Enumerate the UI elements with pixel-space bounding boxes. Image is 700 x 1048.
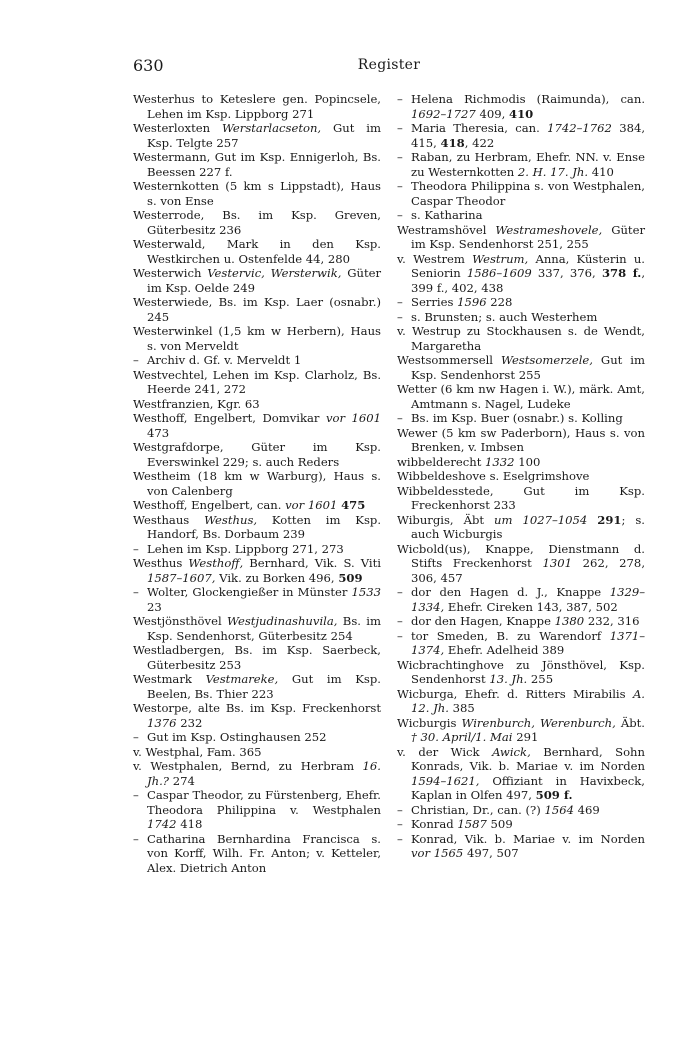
continuation-dash: –	[133, 585, 139, 599]
index-entry: Westerwiede, Bs. im Ksp. Laer (osnabr.) 245	[133, 295, 381, 324]
index-entry: Westjönsthövel Westjudinashuvila, Bs. im Ksp. Sendenhorst, Güterbesitz 254	[133, 614, 381, 643]
left-column	[133, 92, 381, 875]
index-entry: Wibbeldesstede, Gut im Ksp. Freckenhorst 233	[397, 483, 645, 512]
index-entry: – tor Smeden, B. zu Warendorf 1371–1374, Ehefr. Adelheid 389	[397, 628, 645, 657]
index-entry: Wicbold(us), Knappe, Dienstmann d. Stifts Freckenhorst 1301 262, 278, 306, 457	[397, 541, 645, 585]
index-entry: Westerwich Vestervic, Wersterwik, Güter im Ksp. Oelde 249	[133, 266, 382, 295]
index-entry: v. Westphal, Fam. 365	[133, 744, 262, 759]
running-head: Register	[357, 57, 421, 73]
right-column	[397, 92, 645, 861]
index-entry: Wicburga, Ehefr. d. Ritters Mirabilis A. 12. Jh. 385	[397, 686, 645, 715]
page-header	[133, 56, 645, 80]
index-entry: Westhoff, Engelbert, can. vor 1601 475	[133, 498, 366, 512]
index-entry: Westramshövel Westrameshovele, Güter im Ksp. Sendenhorst 251, 255	[397, 222, 645, 251]
continuation-dash: –	[397, 121, 403, 135]
index-entry: Westerhus to Keteslere gen. Popincsele, Lehen im Ksp. Lippborg 271	[133, 92, 381, 121]
index-entry: Westhus Westhoff, Bernhard, Vik. S. Viti 1587–1607, Vik. zu Borken 496, 509	[133, 556, 381, 585]
index-entry: v. Westrup zu Stockhausen s. de Wendt, Margaretha	[397, 324, 645, 353]
index-entry: – Raban, zu Herbram, Ehefr. NN. v. Ense zu Westernkotten 2. H. 17. Jh. 410	[397, 150, 645, 179]
page-number: 630	[133, 56, 164, 75]
index-entry: – Maria Theresia, can. 1742–1762 384, 415, 418, 422	[397, 121, 646, 150]
index-entry: – dor den Hagen d. J., Knappe 1329–1334, Ehefr. Cireken 143, 387, 502	[397, 585, 645, 614]
continuation-dash: –	[397, 817, 403, 831]
continuation-dash: –	[133, 541, 139, 556]
continuation-dash: –	[133, 788, 139, 802]
index-entry: v. Westrem Westrum, Anna, Küsterin u. Seniorin 1586–1609 337, 376, 378 f., 399 f., 402, 438	[397, 251, 645, 295]
continuation-dash: –	[397, 309, 403, 324]
index-entry: Westorpe, alte Bs. im Ksp. Freckenhorst 1376 232	[133, 701, 381, 730]
continuation-dash: –	[397, 802, 403, 817]
index-entry: Westernkotten (5 km s Lippstadt), Haus s. von Ense	[133, 179, 381, 208]
index-entry: Westsommersell Westsomerzele, Gut im Ksp. Sendenhorst 255	[397, 353, 645, 382]
continuation-dash: –	[397, 614, 403, 628]
index-entry: Westerwald, Mark in den Ksp. Westkirchen u. Ostenfelde 44, 280	[133, 237, 381, 266]
index-entry: Westheim (18 km w Warburg), Haus s. von Calenberg	[133, 469, 381, 498]
continuation-dash: –	[397, 585, 403, 599]
index-entry: wibbelderecht 1332 100	[397, 454, 541, 469]
index-entry: Westladbergen, Bs. im Ksp. Saerbeck, Güterbesitz 253	[133, 643, 381, 672]
continuation-dash: –	[397, 411, 403, 425]
index-entry: – Konrad, Vik. b. Mariae v. im Norden vor 1565 497, 507	[397, 831, 645, 860]
index-entry: Westvechtel, Lehen im Ksp. Clarholz, Bs. Heerde 241, 272	[133, 367, 381, 396]
index-entry: – Helena Richmodis (Raimunda), can. 1692–1727 409, 410	[397, 92, 645, 121]
continuation-dash: –	[397, 831, 403, 846]
index-entry: Wicburgis Wirenburch, Werenburch, Äbt. † 30. April/1. Mai 291	[397, 715, 645, 744]
continuation-dash: –	[133, 831, 139, 846]
index-entry: Westgrafdorpe, Güter im Ksp. Everswinkel 229; s. auch Reders	[133, 440, 381, 469]
continuation-dash: –	[397, 628, 403, 643]
index-entry: Westerloxten Werstarlacseton, Gut im Ksp. Telgte 257	[133, 121, 381, 150]
index-entry: Westermann, Gut im Ksp. Ennigerloh, Bs. Beessen 227 f.	[133, 150, 381, 179]
index-entry: Wiburgis, Äbt um 1027–1054 291; s. auch Wicburgis	[397, 512, 645, 541]
index-entry: – Archiv d. Gf. v. Merveldt 1	[133, 353, 302, 367]
index-entry: Westerwinkel (1,5 km w Herbern), Haus s. von Merveldt	[133, 324, 381, 353]
index-entry: Westerrode, Bs. im Ksp. Greven, Güterbesitz 236	[133, 208, 381, 237]
index-entry: – Catharina Bernhardina Francisca s. von Korff, Wilh. Fr. Anton; v. Ketteler, Alex. Dietrich Anton	[133, 831, 381, 875]
continuation-dash: –	[133, 353, 139, 367]
index-entry: Wicbrachtinghove zu Jönsthövel, Ksp. Sendenhorst 13. Jh. 255	[397, 657, 645, 686]
continuation-dash: –	[397, 92, 403, 106]
index-entry: – Konrad 1587 509	[397, 817, 513, 831]
index-entry: Westfranzien, Kgr. 63	[133, 396, 260, 411]
index-entry: – Christian, Dr., can. (?) 1564 469	[397, 802, 600, 817]
index-entry: v. Westphalen, Bernd, zu Herbram 16. Jh.? 274	[133, 759, 381, 788]
index-entry: – Serries 1596 228	[397, 295, 513, 309]
index-entry: Wetter (6 km nw Hagen i. W.), märk. Amt, Amtmann s. Nagel, Ludeke	[397, 382, 645, 411]
continuation-dash: –	[397, 295, 403, 309]
index-entry: – Caspar Theodor, zu Fürstenberg, Ehefr. Theodora Philippina v. Westphalen 1742 418	[133, 788, 381, 831]
index-entry: v. der Wick Awick, Bernhard, Sohn Konrads, Vik. b. Mariae v. im Norden 1594–1621, Offiziant in Havixbeck, Kaplan in Olfen 497, 509 f.	[397, 744, 645, 802]
index-entry: – Bs. im Ksp. Buer (osnabr.) s. Kolling	[397, 411, 623, 425]
continuation-dash: –	[133, 730, 139, 744]
index-entry: – s. Brunsten; s. auch Westerhem	[397, 309, 598, 324]
index-entry: Westhoff, Engelbert, Domvikar vor 1601 473	[133, 411, 381, 440]
continuation-dash: –	[397, 179, 403, 193]
index-entry: Westmark Vestmareke, Gut im Ksp. Beelen, Bs. Thier 223	[133, 672, 381, 701]
index-entry: – Lehen im Ksp. Lippborg 271, 273	[133, 541, 344, 556]
index-entry: Wibbeldeshove s. Eselgrimshove	[397, 469, 590, 483]
index-entry: Wewer (5 km sw Paderborn), Haus s. von Brenken, v. Imbsen	[397, 425, 645, 454]
continuation-dash: –	[397, 208, 403, 222]
index-entry: – s. Katharina	[397, 208, 483, 222]
index-entry: – Wolter, Glockengießer in Münster 1533 23	[133, 585, 381, 614]
index-entry: Westhaus Westhus, Kotten im Ksp. Handorf, Bs. Dorbaum 239	[133, 512, 382, 541]
continuation-dash: –	[397, 150, 403, 164]
index-entry: – Gut im Ksp. Ostinghausen 252	[133, 730, 327, 744]
index-entry: – Theodora Philippina s. von Westphalen, Caspar Theodor	[397, 179, 645, 208]
index-entry: – dor den Hagen, Knappe 1380 232, 316	[397, 614, 640, 628]
